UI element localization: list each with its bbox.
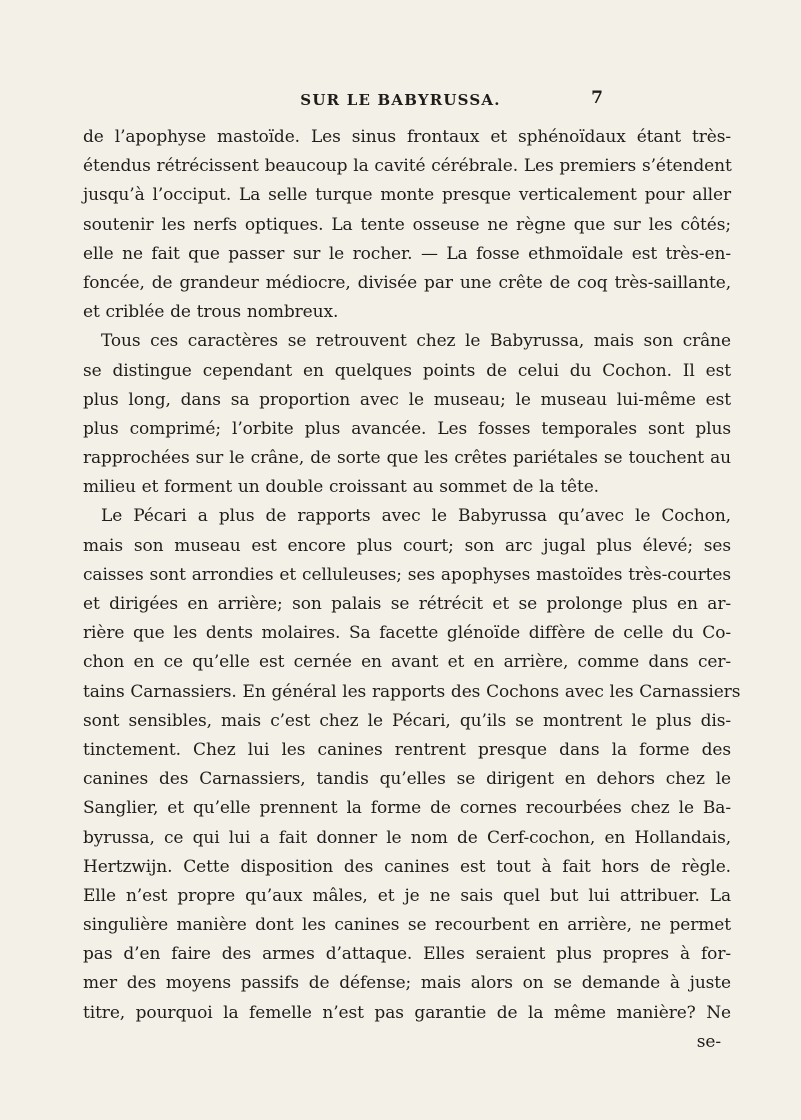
- catchword: se-: [696, 1031, 721, 1052]
- text-line: tains Carnassiers. En général les rapports des Cochons avec les Carnassiers: [83, 681, 741, 702]
- text-line: sont sensibles, mais c’est chez le Pécari, qu’ils se montrent le plus dis-: [83, 710, 731, 731]
- text-line: milieu et forment un double croissant au sommet de la tête.: [83, 477, 599, 498]
- text-line: byrussa, ce qui lui a fait donner le nom de Cerf-cochon, en Hollandais,: [83, 827, 731, 848]
- text-line: Sanglier, et qu’elle prennent la forme de cornes recourbées chez le Ba-: [83, 798, 731, 819]
- text-line: tinctement. Chez lui les canines rentrent presque dans la forme des: [83, 739, 731, 760]
- text-line: soutenir les nerfs optiques. La tente osseuse ne règne que sur les côtés;: [83, 214, 731, 235]
- page-number: 7: [591, 88, 603, 108]
- text-line: chon en ce qu’elle est cernée en avant et en arrière, comme dans cer-: [83, 652, 731, 673]
- text-line: mais son museau est encore plus court; son arc jugal plus élevé; ses: [83, 535, 731, 556]
- text-line: de l’apophyse mastoïde. Les sinus frontaux et sphénoïdaux étant très-: [83, 127, 731, 147]
- body-text: [83, 123, 741, 1057]
- text-line: plus long, dans sa proportion avec le museau; le museau lui-même est: [83, 389, 731, 410]
- text-line: étendus rétrécissent beaucoup la cavité cérébrale. Les premiers s’étendent: [83, 156, 732, 177]
- text-line: Tous ces caractères se retrouvent chez le Babyrussa, mais son crâne: [101, 331, 731, 352]
- text-line: se distingue cependant en quelques points de celui du Cochon. Il est: [83, 360, 731, 381]
- text-line: jusqu’à l’occiput. La selle turque monte presque verticalement pour aller: [83, 185, 731, 206]
- text-line: mer des moyens passifs de défense; mais alors on se demande à juste: [83, 973, 731, 994]
- text-line: Elle n’est propre qu’aux mâles, et je ne sais quel but lui attribuer. La: [83, 885, 731, 906]
- text-line: titre, pourquoi la femelle n’est pas garantie de la même manière? Ne: [83, 1002, 731, 1023]
- text-line: Hertzwijn. Cette disposition des canines est tout à fait hors de règle.: [83, 856, 731, 877]
- text-line: elle ne fait que passer sur le rocher. — La fosse ethmoïdale est très-en-: [83, 243, 731, 264]
- text-line: rapprochées sur le crâne, de sorte que les crêtes pariétales se touchent au: [83, 448, 731, 469]
- text-line: et dirigées en arrière; son palais se rétrécit et se prolonge plus en ar-: [83, 594, 731, 614]
- text-line: singulière manière dont les canines se recourbent en arrière, ne permet: [83, 915, 731, 936]
- text-line: canines des Carnassiers, tandis qu’elles se dirigent en dehors chez le: [83, 769, 731, 790]
- text-line: caisses sont arrondies et celluleuses; ses apophyses mastoïdes très-courtes: [83, 564, 731, 585]
- running-title: SUR LE BABYRUSSA.: [300, 91, 501, 109]
- running-header: [0, 88, 801, 112]
- text-line: pas d’en faire des armes d’attaque. Elles seraient plus propres à for-: [83, 944, 731, 965]
- text-line: plus comprimé; l’orbite plus avancée. Les fosses temporales sont plus: [83, 418, 731, 439]
- text-line: Le Pécari a plus de rapports avec le Babyrussa qu’avec le Cochon,: [101, 506, 731, 527]
- text-line: foncée, de grandeur médiocre, divisée par une crête de coq très-saillante,: [83, 272, 731, 293]
- text-line: et criblée de trous nombreux.: [83, 302, 339, 323]
- text-line: rière que les dents molaires. Sa facette glénoïde diffère de celle du Co-: [83, 623, 731, 644]
